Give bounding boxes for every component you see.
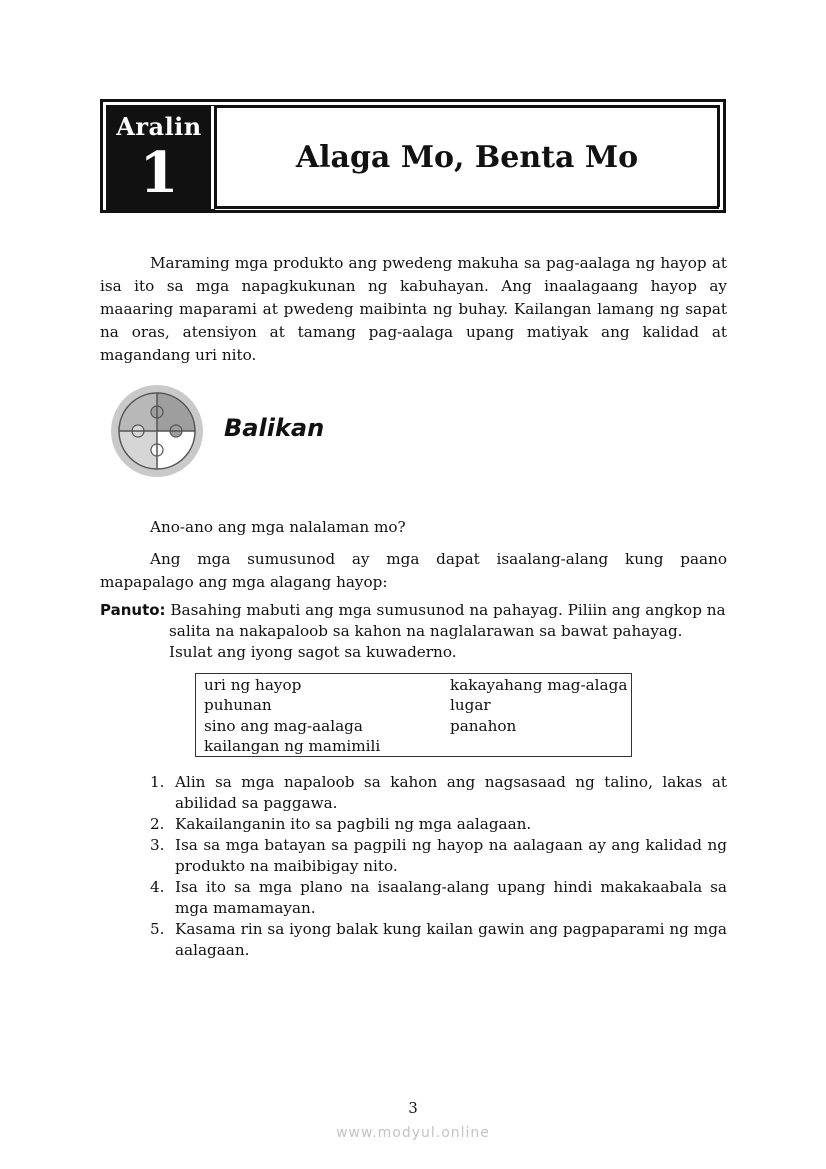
item-number: 3. <box>150 836 165 854</box>
question-text: Ano-ano ang mga nalalaman mo? <box>150 518 406 536</box>
puzzle-icon <box>111 385 203 477</box>
word-box-item: sino ang mag-aalaga <box>204 717 363 735</box>
instructions-text: Basahing mabuti ang mga sumusunod na pahayag. Piliin ang angkop na salita na nakapaloob sa kahon na naglalarawan sa bawat pahayag. Isulat ang iyong sagot sa kuwaderno. <box>169 601 726 661</box>
list-item <box>150 772 727 814</box>
item-number: 4. <box>150 878 165 896</box>
lesson-header <box>100 99 726 213</box>
intro-paragraph: Maraming mga produkto ang pwedeng makuha sa pag-aalaga ng hayop at isa ito sa mga napagkukunan ng kabuhayan. Ang inaalagaang hayop ay maaaring maparami at pwedeng maibinta ng buhay. Kailangan lamang ng sapat na oras, atensiyon at tamang pag-aalaga upang matiyak ang kalidad at magandang uri nito. <box>100 254 727 364</box>
item-text: Isa sa mga batayan sa pagpili ng hayop na aalagaan ay ang kalidad ng produkto na maibibigay nito. <box>175 836 727 875</box>
word-box-item: puhunan <box>204 696 272 714</box>
question-list <box>150 772 727 961</box>
word-box-item: lugar <box>450 696 491 714</box>
item-text: Kakailanganin ito sa pagbili ng mga aalagaan. <box>175 815 532 833</box>
watermark: www.modyul.online <box>336 1125 490 1141</box>
word-box-item: kakayahang mag-alaga <box>450 676 628 694</box>
lesson-number: 1 <box>139 140 179 206</box>
word-box-item: uri ng hayop <box>204 676 302 694</box>
item-text: Kasama rin sa iyong balak kung kailan gawin ang pagpaparami ng mga aalagaan. <box>175 920 727 959</box>
list-item <box>150 814 727 835</box>
lesson-number-box <box>107 106 214 209</box>
section-title: Balikan <box>224 414 325 442</box>
page-number: 3 <box>408 1099 418 1117</box>
item-number: 1. <box>150 773 165 791</box>
item-number: 5. <box>150 920 165 938</box>
item-text: Alin sa mga napaloob sa kahon ang nagsasaad ng talino, lakas at abilidad sa paggawa. <box>175 773 727 812</box>
list-item <box>150 919 727 961</box>
lesson-title: Alaga Mo, Benta Mo <box>215 106 719 209</box>
instructions <box>100 600 727 663</box>
word-box-item: panahon <box>450 717 517 735</box>
list-item <box>150 877 727 919</box>
lesson-label: Aralin <box>116 112 202 141</box>
lead-paragraph: Ang mga sumusunod ay mga dapat isaalang-alang kung paano mapapalago ang mga alagang hayop: <box>100 550 727 591</box>
word-box-item: kailangan ng mamimili <box>204 737 381 755</box>
item-number: 2. <box>150 815 165 833</box>
item-text: Isa ito sa mga plano na isaalang-alang upang hindi makakaabala sa mga mamamayan. <box>175 878 727 917</box>
word-box <box>195 673 632 757</box>
list-item <box>150 835 727 877</box>
instructions-label: Panuto: <box>100 601 166 619</box>
